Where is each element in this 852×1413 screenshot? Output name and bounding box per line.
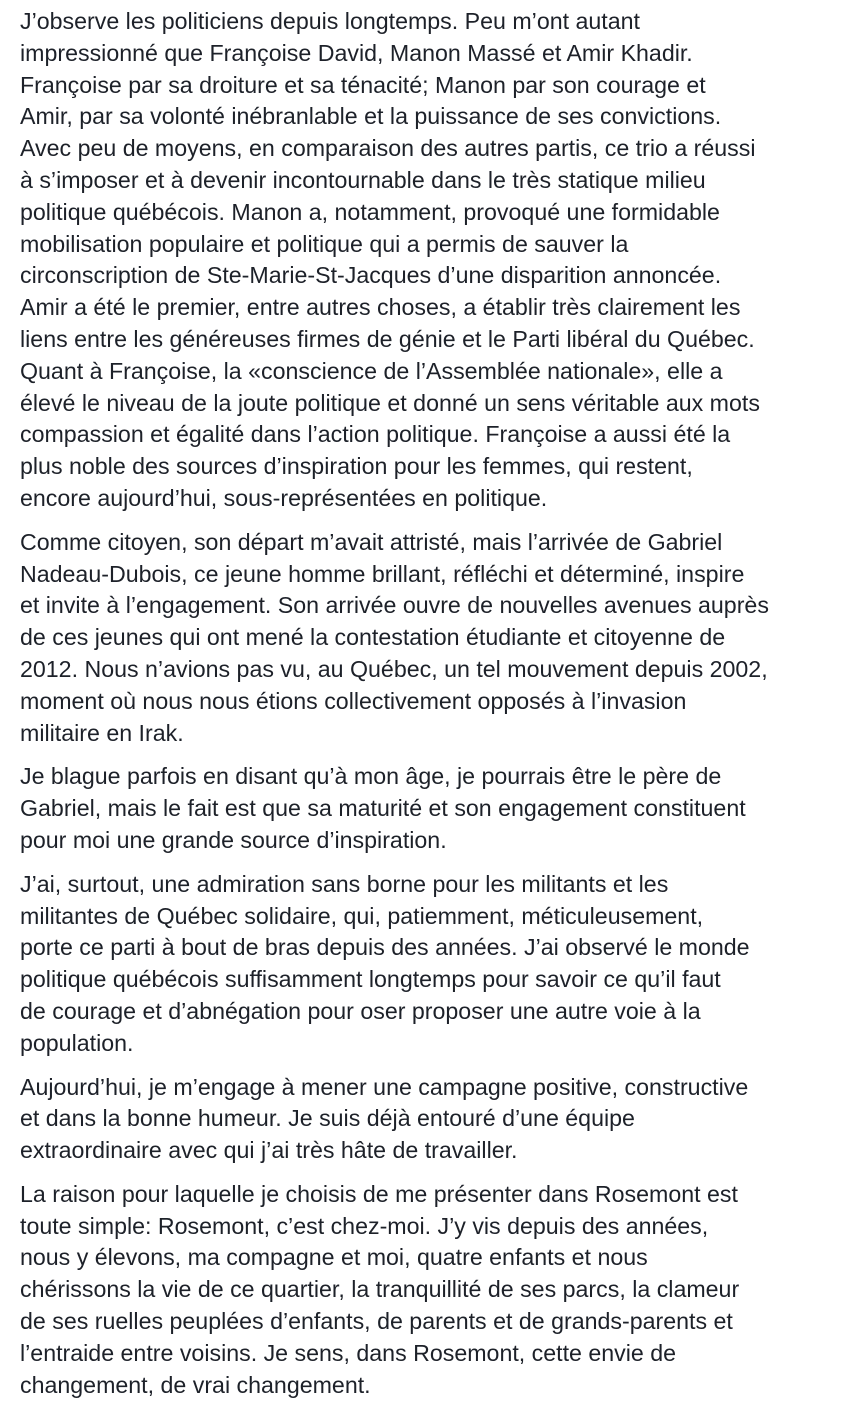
text-line: nous y élevons, ma compagne et moi, quatre enfants et nous xyxy=(20,1244,648,1271)
text-line: Avec peu de moyens, en comparaison des autres partis, ce trio a réussi xyxy=(20,135,756,162)
text-line: extraordinaire avec qui j’ai très hâte de travailler. xyxy=(20,1137,518,1164)
text-line: Comme citoyen, son départ m’avait attristé, mais l’arrivée de Gabriel xyxy=(20,528,723,555)
text-line: impressionné que Françoise David, Manon Massé et Amir Khadir. xyxy=(20,39,693,66)
paragraph xyxy=(20,1072,852,1167)
text-line: toute simple: Rosemont, c’est chez-moi. J’y vis depuis des années, xyxy=(20,1212,709,1239)
text-line: Amir, par sa volonté inébranlable et la puissance de ses convictions. xyxy=(20,103,722,130)
text-line: population. xyxy=(20,1029,134,1056)
text-line: et invite à l’engagement. Son arrivée ouvre de nouvelles avenues auprès xyxy=(20,592,769,619)
post-body xyxy=(20,6,852,1413)
text-line: circonscription de Ste-Marie-St-Jacques d’une disparition annoncée. xyxy=(20,262,722,289)
text-line: plus noble des sources d’inspiration pour les femmes, qui restent, xyxy=(20,453,693,480)
text-line: porte ce parti à bout de bras depuis des années. J’ai observé le monde xyxy=(20,934,750,961)
text-line: changement, de vrai changement. xyxy=(20,1371,371,1398)
text-line: chérissons la vie de ce quartier, la tranquillité de ses parcs, la clameur xyxy=(20,1276,740,1303)
text-line: Je blague parfois en disant qu’à mon âge, je pourrais être le père de xyxy=(20,763,722,790)
text-line: J’observe les politiciens depuis longtemps. Peu m’ont autant xyxy=(20,8,640,34)
text-line: La raison pour laquelle je choisis de me présenter dans Rosemont est xyxy=(20,1180,738,1207)
text-line: l’entraide entre voisins. Je sens, dans Rosemont, cette envie de xyxy=(20,1339,677,1366)
text-line: militaire en Irak. xyxy=(20,719,184,746)
text-line: Gabriel, mais le fait est que sa maturité et son engagement constituent xyxy=(20,795,746,822)
text-line: de ses ruelles peuplées d’enfants, de parents et de grands-parents et xyxy=(20,1308,733,1335)
text-line: Quant à Françoise, la «conscience de l’Assemblée nationale», elle a xyxy=(20,357,723,384)
text-line: militantes de Québec solidaire, qui, patiemment, méticuleusement, xyxy=(20,902,704,929)
text-line: de courage et d’abnégation pour oser proposer une autre voie à la xyxy=(20,997,701,1024)
text-line: mobilisation populaire et politique qui a permis de sauver la xyxy=(20,230,629,257)
text-line: et dans la bonne humeur. Je suis déjà entouré d’une équipe xyxy=(20,1105,635,1132)
text-line: Nadeau-Dubois, ce jeune homme brillant, réfléchi et déterminé, inspire xyxy=(20,560,745,587)
text-line: politique québécois suffisamment longtemps pour savoir ce qu’il faut xyxy=(20,966,721,993)
paragraph xyxy=(20,869,852,1060)
text-line: compassion et égalité dans l’action politique. Françoise a aussi été la xyxy=(20,421,731,448)
text-line: de ces jeunes qui ont mené la contestation étudiante et citoyenne de xyxy=(20,624,726,651)
text-line: Amir a été le premier, entre autres choses, a établir très clairement les xyxy=(20,294,741,321)
text-line: Françoise par sa droiture et sa ténacité; Manon par son courage et xyxy=(20,71,706,98)
text-line: J’ai, surtout, une admiration sans borne pour les militants et les xyxy=(20,870,669,897)
text-line: liens entre les généreuses firmes de génie et le Parti libéral du Québec. xyxy=(20,325,755,352)
paragraph xyxy=(20,6,852,515)
text-line: élevé le niveau de la joute politique et donné un sens véritable aux mots xyxy=(20,389,760,416)
text-line: pour moi une grande source d’inspiration. xyxy=(20,826,447,853)
text-line: politique québécois. Manon a, notamment, provoqué une formidable xyxy=(20,198,720,225)
paragraph xyxy=(20,1179,852,1402)
text-line: Aujourd’hui, je m’engage à mener une campagne positive, constructive xyxy=(20,1073,749,1100)
text-line: encore aujourd’hui, sous-représentées en politique. xyxy=(20,484,548,511)
text-line: à s’imposer et à devenir incontournable dans le très statique milieu xyxy=(20,166,706,193)
text-line: 2012. Nous n’avions pas vu, au Québec, un tel mouvement depuis 2002, xyxy=(20,655,768,682)
paragraph xyxy=(20,761,852,856)
text-line: moment où nous nous étions collectivement opposés à l’invasion xyxy=(20,687,687,714)
paragraph xyxy=(20,527,852,750)
